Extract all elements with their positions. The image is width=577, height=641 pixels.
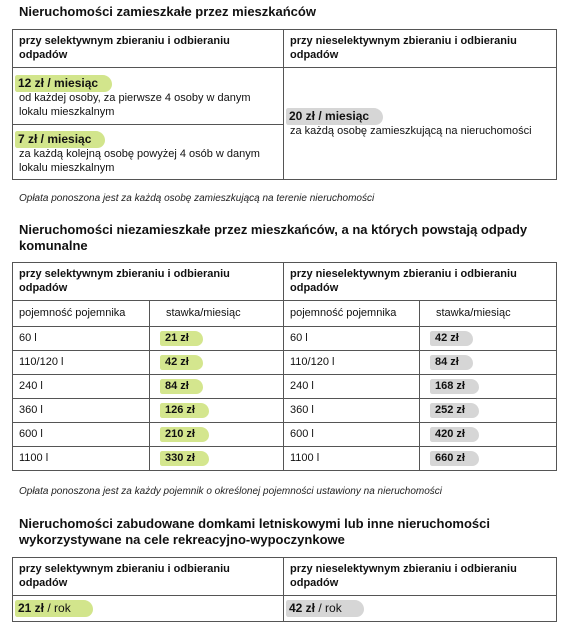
capacity-cell: 240 l [284,375,420,399]
sel-rate-value: 21 zł [160,331,203,347]
capacity-cell: 60 l [13,327,150,351]
section2-note: Opłata ponoszona jest za każdy pojemnik o określonej pojemności ustawiony na nieruchomości [19,486,443,497]
section3-nonsel-cell [284,596,557,622]
section2-col-nonselective: przy nieselektywnym zbieraniu i odbieraniu odpadów [284,263,557,301]
capacity-cell: 600 l [284,423,420,447]
sel-rate-cell [150,423,284,447]
section3-col-selective: przy selektywnym zbieraniu i odbieraniu odpadów [13,558,284,596]
section2-sub-rate-nonsel: stawka/miesiąc [420,301,557,327]
section3-col-nonselective: przy nieselektywnym zbieraniu i odbieraniu odpadów [284,558,557,596]
nonsel-rate-cell [420,375,557,399]
section1-note: Opłata ponoszona jest za każdą osobę zamieszkującą na terenie nieruchomości [19,193,375,204]
sel-rate-cell [150,399,284,423]
nonsel-rate-cell [420,399,557,423]
capacity-cell: 110/120 l [13,351,150,375]
section3-table [12,557,557,622]
section2-table [12,262,557,471]
section3-nonsel-unit: / rok [315,601,342,615]
section3-nonsel-amount: 42 zł [289,601,316,615]
nonsel-rate-cell [420,423,557,447]
section1-sel-rate2-price: 7 zł / miesiąc [15,131,105,148]
section3-sel-unit: / rok [44,601,71,615]
sel-rate-cell [150,375,284,399]
section1-sel-rate2-cell [13,125,284,180]
capacity-cell: 110/120 l [284,351,420,375]
capacity-cell: 600 l [13,423,150,447]
sel-rate-value: 330 zł [160,451,209,467]
section3-sel-price [15,600,93,617]
capacity-cell: 360 l [13,399,150,423]
section3-sel-amount: 21 zł [18,601,45,615]
table-row [13,447,557,471]
capacity-cell: 240 l [13,375,150,399]
table-row [13,351,557,375]
capacity-cell: 1100 l [284,447,420,471]
table-row [13,375,557,399]
nonsel-rate-value: 168 zł [430,379,479,395]
section2-sub-rate-sel: stawka/miesiąc [150,301,284,327]
section1-sel-rate1-price: 12 zł / miesiąc [15,75,112,92]
sel-rate-value: 126 zł [160,403,209,419]
table-row [13,423,557,447]
section1-sel-rate1-desc: od każdej osoby, za pierwsze 4 osoby w danym lokalu mieszkalnym [19,92,251,118]
nonsel-rate-cell [420,351,557,375]
nonsel-rate-cell [420,447,557,471]
nonsel-rate-cell [420,327,557,351]
capacity-cell: 360 l [284,399,420,423]
section1-col-nonselective: przy nieselektywnym zbieraniu i odbieraniu odpadów [284,30,557,68]
sel-rate-cell [150,447,284,471]
section3-nonsel-price [286,600,364,617]
table-row [13,399,557,423]
sel-rate-cell [150,327,284,351]
capacity-cell: 60 l [284,327,420,351]
section1-sel-rate2-desc: za każdą kolejną osobę powyżej 4 osób w danym lokalu mieszkalnym [19,148,260,174]
sel-rate-value: 210 zł [160,427,209,443]
section2-title: Nieruchomości niezamieszkałe przez mieszkańców, a na których powstają odpady komunalne [19,222,528,253]
section3-sel-cell [13,596,284,622]
nonsel-rate-value: 42 zł [430,331,473,347]
table-row [13,327,557,351]
capacity-cell: 1100 l [13,447,150,471]
sel-rate-value: 42 zł [160,355,203,371]
section1-nonsel-desc: za każdą osobę zamieszkującą na nieruchomości [290,125,532,138]
section2-sub-capacity-sel: pojemność pojemnika [13,301,150,327]
section1-sel-rate1-cell [13,68,284,125]
section2-sub-capacity-nonsel: pojemność pojemnika [284,301,420,327]
nonsel-rate-value: 84 zł [430,355,473,371]
nonsel-rate-value: 660 zł [430,451,479,467]
section3-title: Nieruchomości zabudowane domkami letniskowymi lub inne nieruchomości wykorzystywane na cele rekreacyjno-wypoczynkowe [19,516,490,547]
section2-col-selective: przy selektywnym zbieraniu i odbieraniu odpadów [13,263,284,301]
section1-col-selective: przy selektywnym zbieraniu i odbieraniu odpadów [13,30,284,68]
sel-rate-value: 84 zł [160,379,203,395]
section1-nonsel-cell [284,68,557,180]
nonsel-rate-value: 252 zł [430,403,479,419]
section1-title: Nieruchomości zamieszkałe przez mieszkańców [19,4,316,19]
nonsel-rate-value: 420 zł [430,427,479,443]
sel-rate-cell [150,351,284,375]
section1-table [12,29,557,180]
section1-nonsel-price: 20 zł / miesiąc [286,108,383,125]
